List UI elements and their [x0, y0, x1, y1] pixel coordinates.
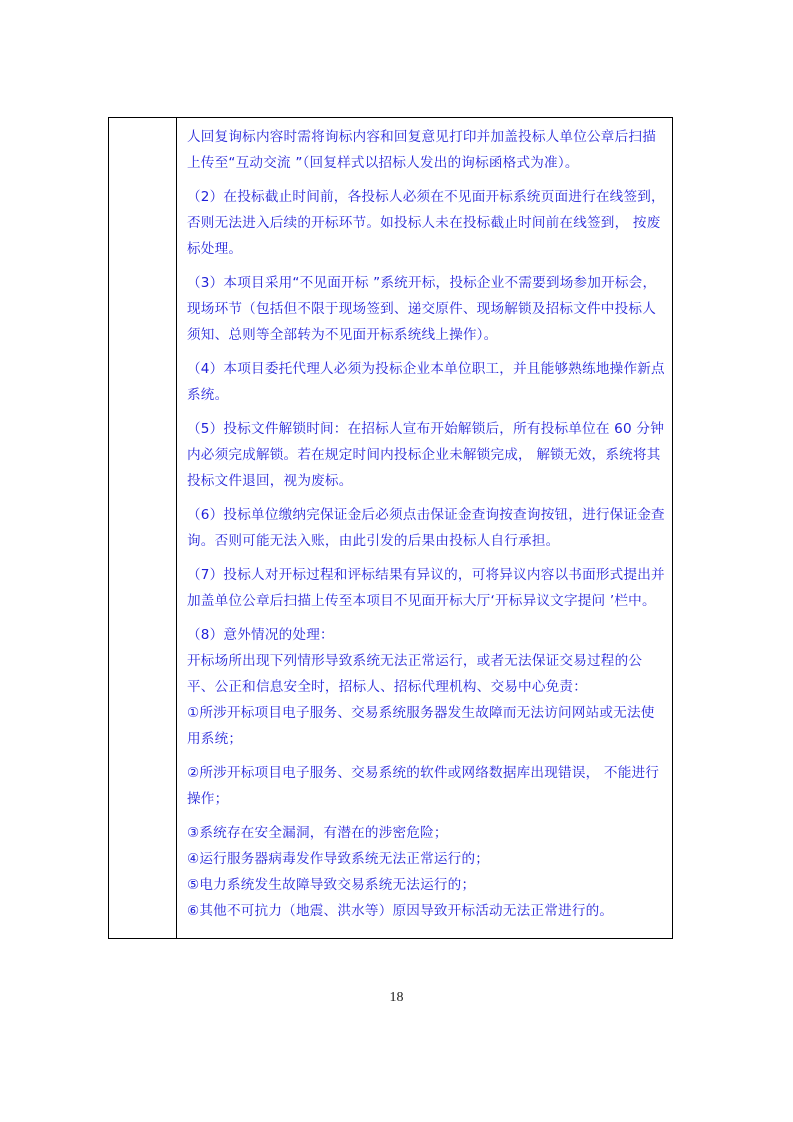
paragraph-item-6: （6）投标单位缴纳完保证金后必须点击保证金查询按查询按钮，进行保证金查询。否则可能无法入账，由此引发的后果由投标人自行承担。: [187, 507, 665, 549]
table-cell-content: [187, 124, 667, 924]
paragraph-inquiry-reply: 人回复询标内容时需将询标内容和回复意见打印并加盖投标人单位公章后扫描上传至“互动交流 ”（回复样式以招标人发出的询标函格式为准）。: [187, 129, 656, 171]
page-number: 18: [389, 990, 404, 1005]
paragraph-case-6: ⑥其他不可抗力（地震、洪水等）原因导致开标活动无法正常进行的。: [187, 903, 614, 919]
paragraph-item-3: （3）本项目采用“不见面开标 ”系统开标，投标企业不需要到场参加开标会，现场环节（包括但不限于现场签到、递交原件、现场解锁及招标文件中投标人须知、总则等全部转为不见面开标系统线上操作）。: [187, 275, 657, 343]
content-table: [108, 117, 673, 939]
table-column-divider: [176, 118, 177, 938]
paragraph-item-5: （5）投标文件解锁时间：在招标人宣布开始解锁后，所有投标单位在 60 分钟内必须完成解锁。若在规定时间内投标企业未解锁完成， 解锁无效，系统将其投标文件退回，视为废标。: [187, 421, 664, 489]
paragraph-case-4: ④运行服务器病毒发作导致系统无法正常运行的；: [187, 851, 490, 867]
paragraph-item-8-intro: 开标场所出现下列情形导致系统无法正常运行，或者无法保证交易过程的公平、公正和信息安全时，招标人、招标代理机构、交易中心免责：: [187, 653, 643, 695]
paragraph-item-8-heading: （8）意外情况的处理：: [187, 627, 334, 643]
paragraph-case-5: ⑤电力系统发生故障导致交易系统无法运行的；: [187, 877, 476, 893]
paragraph-item-4: （4）本项目委托代理人必须为投标企业本单位职工，并且能够熟练地操作新点系统。: [187, 361, 665, 403]
paragraph-case-2: ②所涉开标项目电子服务、交易系统的软件或网络数据库出现错误， 不能进行操作；: [187, 765, 660, 807]
paragraph-item-2: （2）在投标截止时间前，各投标人必须在不见面开标系统页面进行在线签到，否则无法进入后续的开标环节。如投标人未在投标截止时间前在线签到， 按废标处理。: [187, 189, 665, 257]
paragraph-case-1: ①所涉开标项目电子服务、交易系统服务器发生故障而无法访问网站或无法使用系统；: [187, 705, 655, 747]
paragraph-item-7: （7）投标人对开标过程和评标结果有异议的，可将异议内容以书面形式提出并加盖单位公章后扫描上传至本项目不见面开标大厅‘开标异议文字提问 ’栏中。: [187, 567, 665, 609]
paragraph-case-3: ③系统存在安全漏洞，有潜在的涉密危险；: [187, 825, 448, 841]
